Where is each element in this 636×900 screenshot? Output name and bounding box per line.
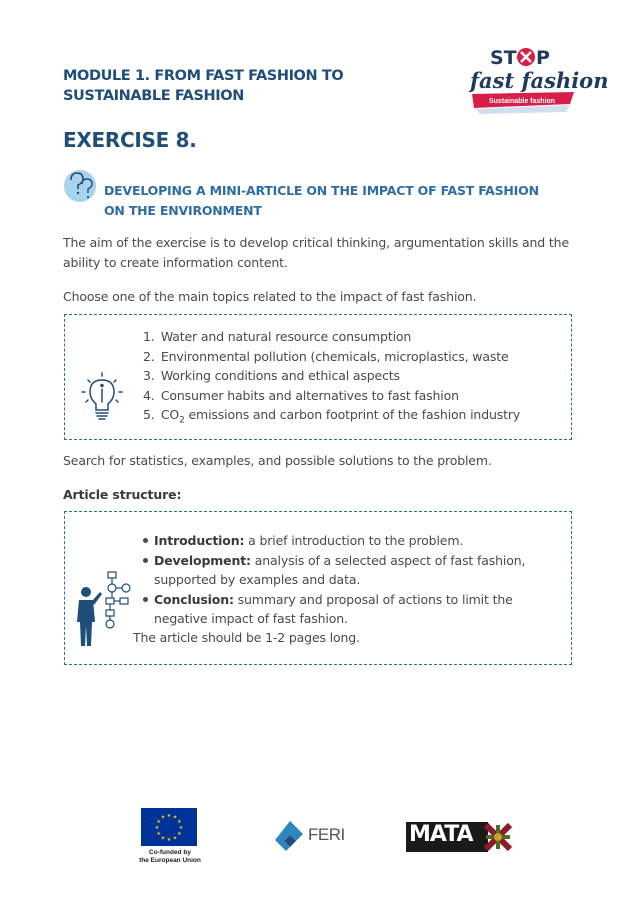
list-item: 2. Environmental pollution (chemicals, microplastics, waste (143, 348, 509, 364)
presenter-diagram-icon (72, 570, 134, 648)
list-item: Conclusion: summary and proposal of actions to limit the negative impact of fast fashion. (143, 590, 563, 629)
svg-text:★: ★ (166, 837, 172, 843)
svg-text:ST: ST (490, 47, 517, 69)
length-note: The article should be 1-2 pages long. (133, 630, 360, 645)
eu-caption: Co-funded by the European Union (139, 849, 201, 864)
exercise-title: EXERCISE 8. (63, 128, 197, 152)
structure-heading: Article structure: (63, 487, 182, 502)
svg-text:★: ★ (156, 819, 161, 825)
svg-text:★: ★ (177, 819, 182, 825)
svg-text:★: ★ (156, 831, 161, 837)
svg-text:fast fashion: fast fashion (470, 68, 609, 93)
svg-text:P: P (536, 47, 550, 69)
eu-flag-icon (141, 808, 197, 846)
svg-text:★: ★ (160, 835, 166, 842)
lightbulb-info-icon (80, 372, 124, 422)
feri-logo-text: FERI (308, 825, 345, 844)
choose-paragraph: Choose one of the main topics related to the impact of fast fashion. (63, 289, 477, 304)
module-title: MODULE 1. FROM FAST FASHION TO SUSTAINABLE FASHION (63, 68, 344, 104)
eu-logo (138, 808, 202, 864)
list-item: 4. Consumer habits and alternatives to fast fashion (143, 387, 459, 403)
search-paragraph: Search for statistics, examples, and possible solutions to the problem. (63, 453, 492, 468)
aim-paragraph: The aim of the exercise is to develop critical thinking, argumentation skills and the ability to create information content. (63, 235, 569, 270)
topics-list (143, 327, 520, 431)
logo-ribbon-text: Sustainable fashion (488, 98, 556, 105)
mata-logo-text: MATA (409, 822, 473, 847)
svg-text:★: ★ (160, 814, 166, 821)
svg-text:★: ★ (172, 814, 178, 821)
exercise-subtitle: DEVELOPING A MINI-ARTICLE ON THE IMPACT OF FAST FASHION ON THE ENVIRONMENT (104, 183, 539, 218)
list-item: Introduction: a brief introduction to the problem. (143, 531, 563, 551)
list-item: 3. Working conditions and ethical aspects (143, 368, 400, 383)
structure-list (143, 531, 563, 629)
list-item: 1. Water and natural resource consumption (143, 329, 412, 344)
svg-text:★: ★ (166, 813, 172, 819)
svg-text:★: ★ (177, 831, 182, 837)
list-item: 5. $CO_2$ emissions and carbon footprint of the fashion industry (143, 407, 521, 426)
svg-text:★: ★ (154, 825, 160, 831)
list-item: Development: analysis of a selected aspect of fast fashion, supported by examples and data. (143, 551, 563, 590)
stop-fast-fashion-logo (466, 42, 609, 120)
svg-text:★: ★ (172, 835, 178, 842)
svg-text:★: ★ (178, 825, 184, 831)
question-icon (62, 168, 98, 204)
